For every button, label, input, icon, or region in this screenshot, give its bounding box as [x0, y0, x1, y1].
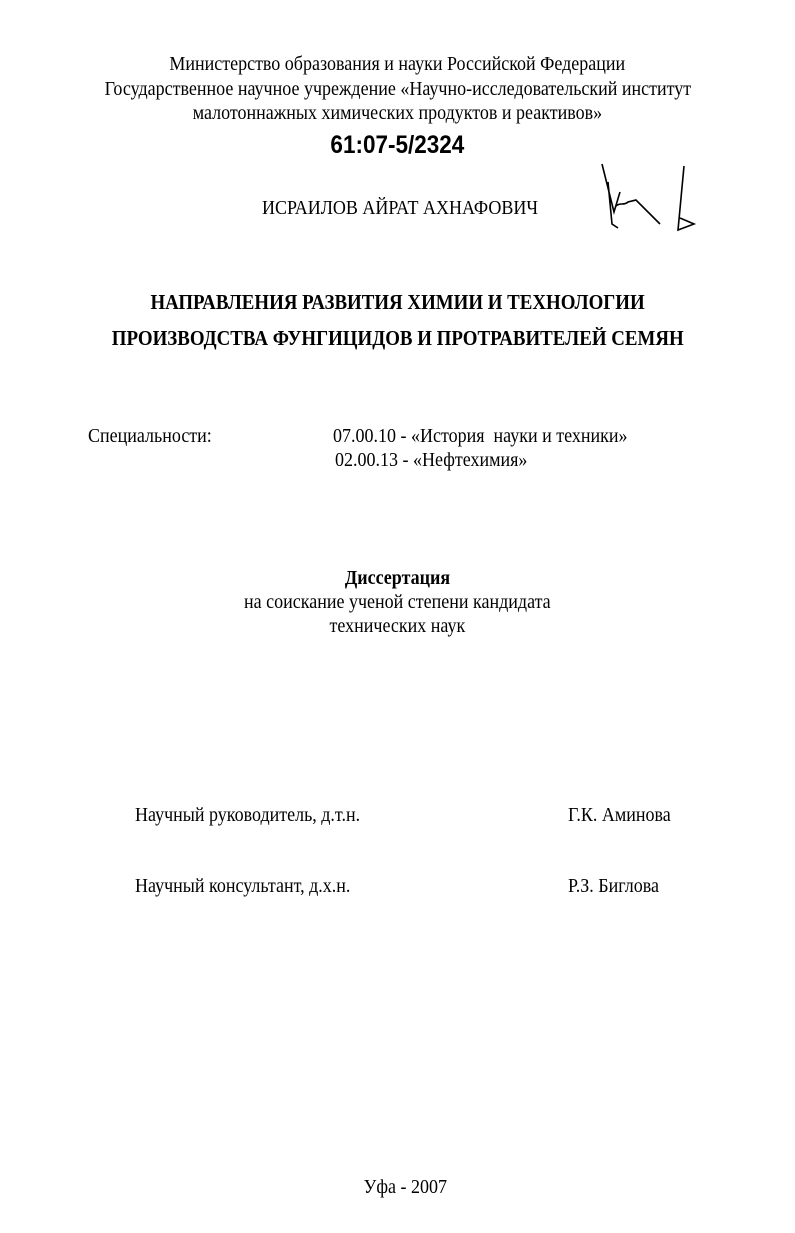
- consultant-role: Научный консультант, д.х.н.: [135, 875, 351, 897]
- title-line-2: ПРОИЗВОДСТВА ФУНГИЦИДОВ И ПРОТРАВИТЕЛЕЙ СЕМЯН: [111, 326, 684, 350]
- signature: [590, 162, 700, 234]
- specialty-item: 02.00.13 - «Нефтехимия»: [335, 449, 528, 471]
- specialty-item: 07.00.10 - «История науки и техники»: [333, 425, 628, 447]
- degree-line-2: технических наук: [329, 615, 466, 637]
- ministry-line: Министерство образования и науки Российской Федерации: [169, 53, 626, 75]
- institution-line-1: Государственное научное учреждение «Научно-исследовательский институт: [104, 78, 691, 100]
- consultant-name: Р.З. Биглова: [568, 875, 659, 897]
- institution-line-2: малотоннажных химических продуктов и реактивов»: [192, 102, 603, 124]
- specialties-label: Специальности:: [88, 425, 212, 447]
- degree-type: Диссертация: [344, 567, 451, 589]
- title-line-1: НАПРАВЛЕНИЯ РАЗВИТИЯ ХИМИИ И ТЕХНОЛОГИИ: [150, 290, 645, 314]
- advisor-name: Г.К. Аминова: [568, 804, 671, 826]
- catalog-number: 61:07-5/2324: [330, 131, 465, 159]
- degree-line-1: на соискание ученой степени кандидата: [244, 591, 551, 613]
- advisor-role: Научный руководитель, д.т.н.: [135, 804, 361, 826]
- author-name: ИСРАИЛОВ АЙРАТ АХНАФОВИЧ: [262, 197, 539, 219]
- place-year: Уфа - 2007: [363, 1176, 448, 1198]
